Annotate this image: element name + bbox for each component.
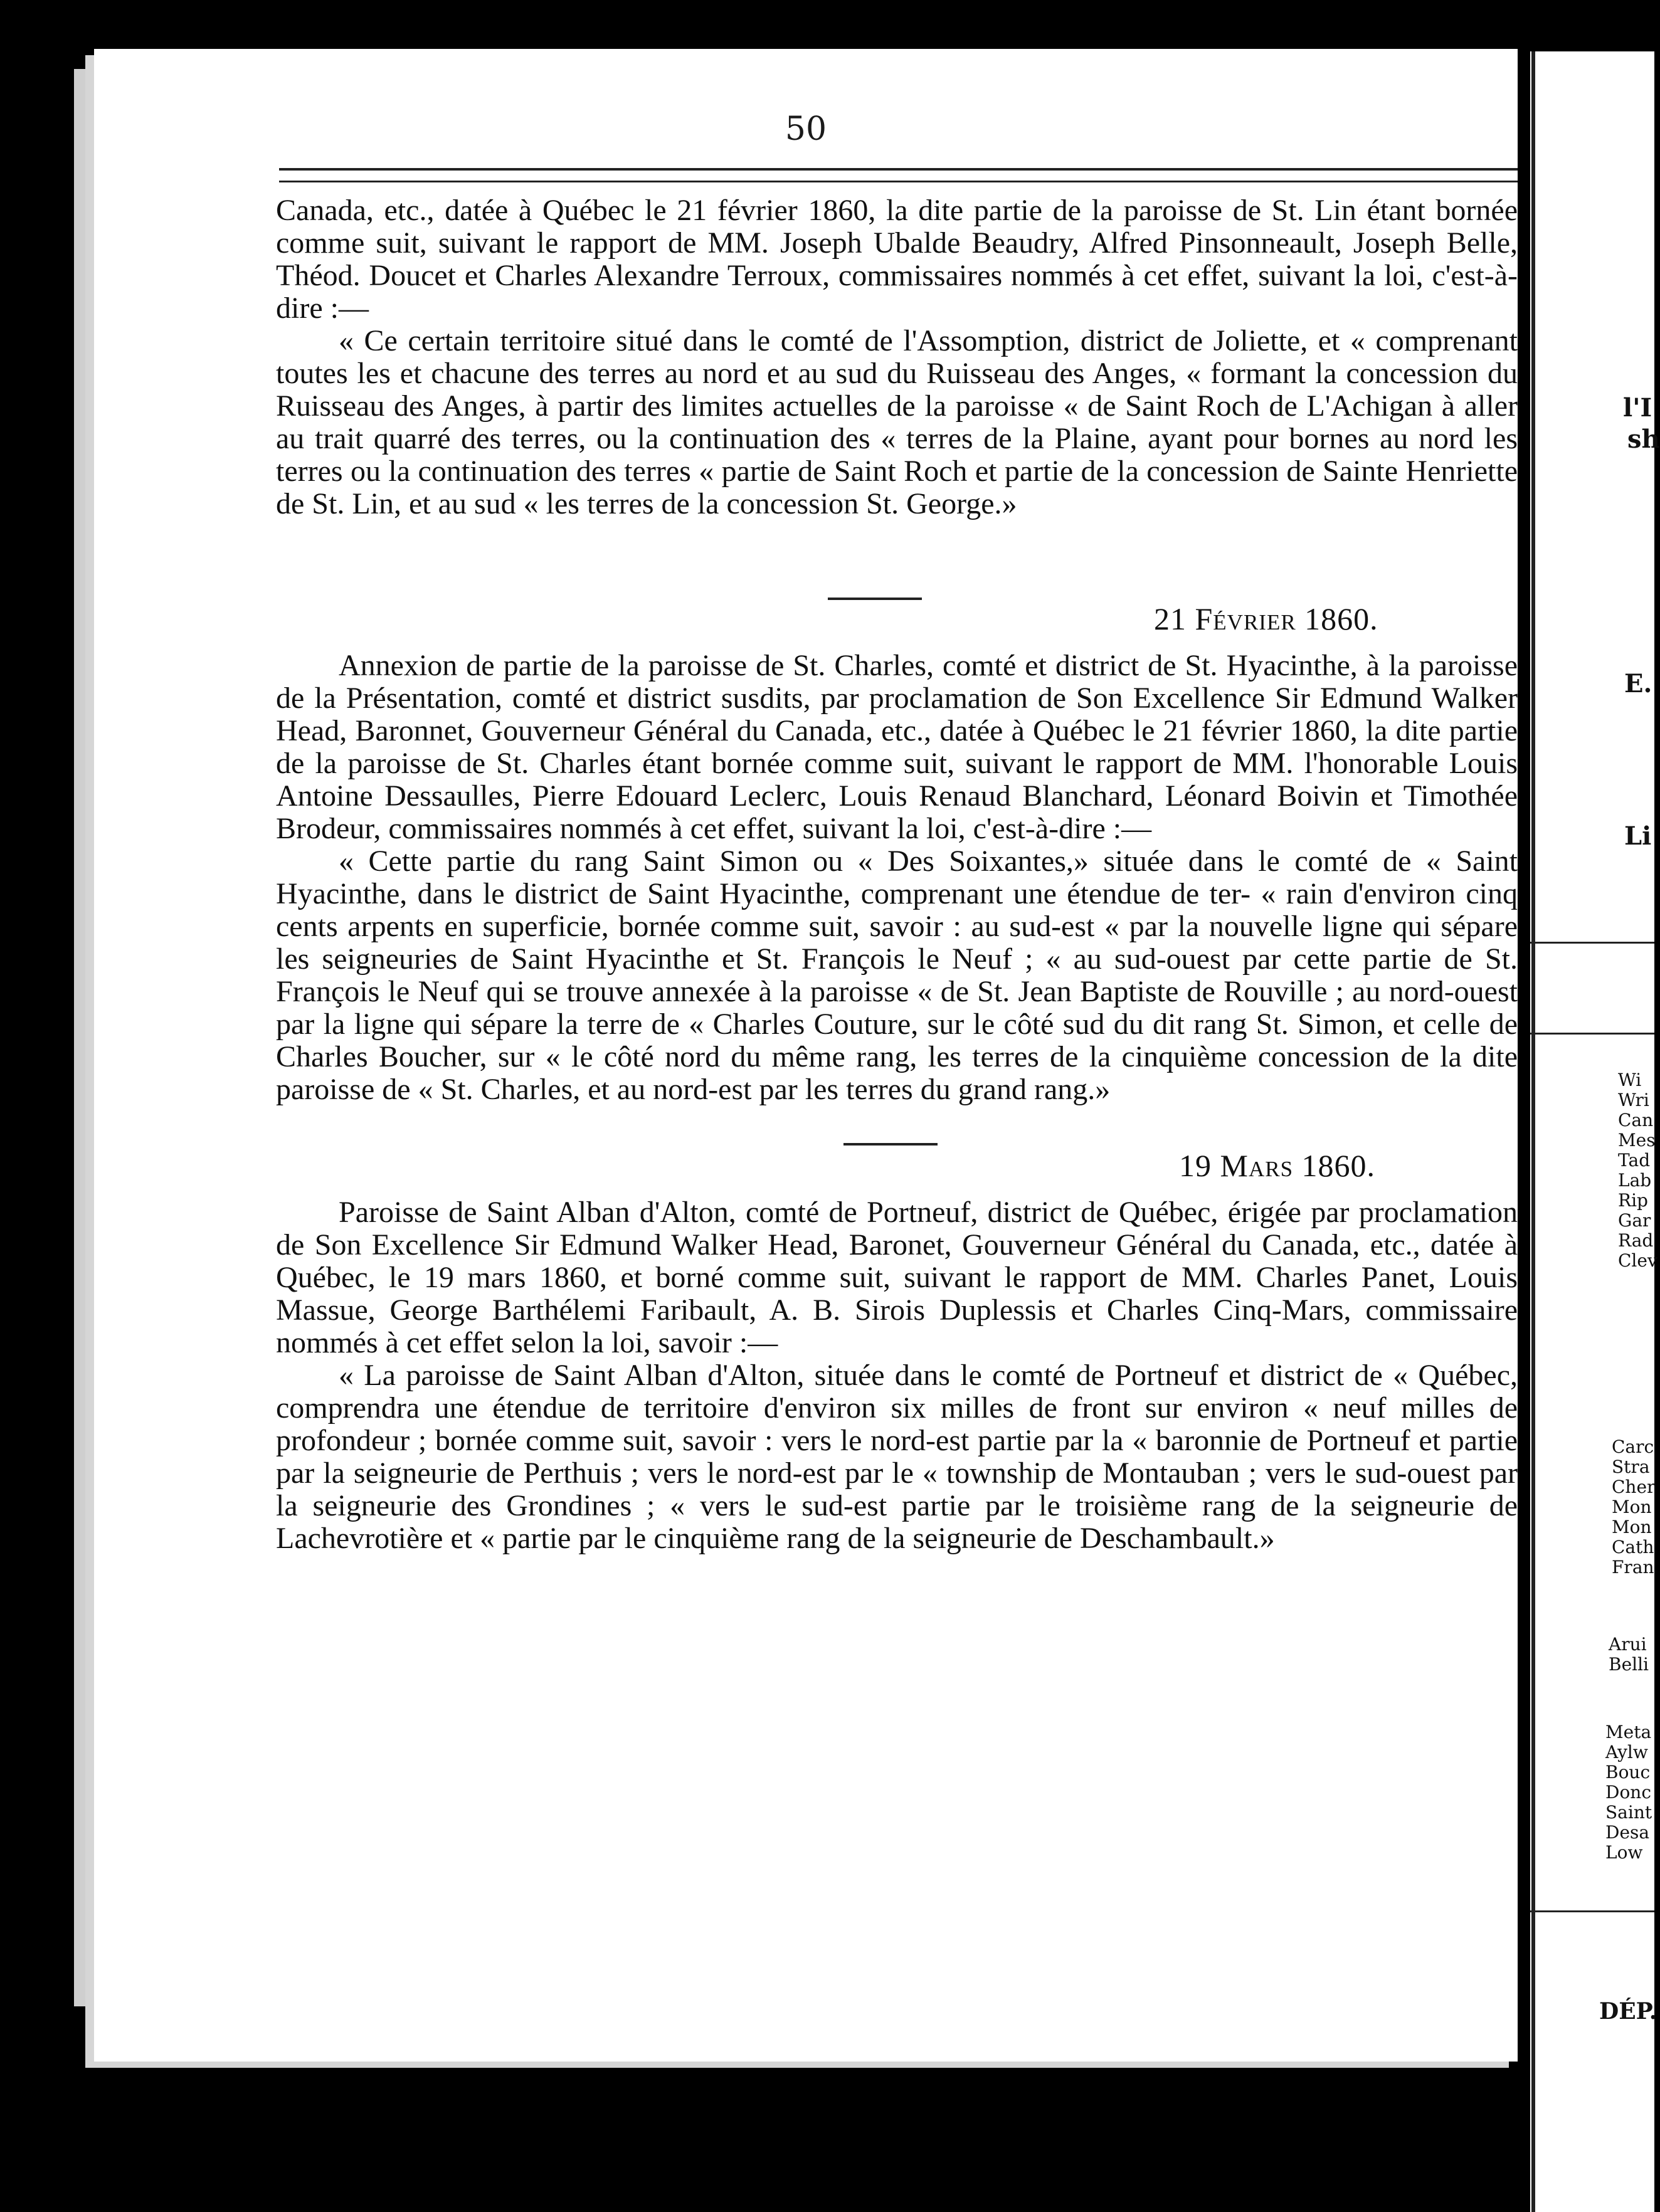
adjacent-fragment: Clev — [1618, 1250, 1657, 1271]
adjacent-fragment: Stra — [1612, 1456, 1650, 1477]
adjacent-list-4 — [1605, 1722, 1652, 1863]
adjacent-fragment: Mon — [1612, 1517, 1652, 1537]
adjacent-rule — [1530, 942, 1654, 944]
adjacent-fragment: sh — [1627, 424, 1660, 454]
section-1-quote: « Ce certain territoire situé dans le comté de l'Assomption, district de Joliette, et « comprenant toutes les et chacune des terres au nord et au sud du Ruisseau des Anges, « formant la concession du Ruisseau des Anges, à partir des limites actuelles de la paroisse « de Saint Roch de L'Achigan à aller au trait quarré des terres, ou la continuation des « terres de la Plaine, ayant pour bornes au nord les terres ou la continuation des terres « partie de Saint Roch et partie de la concession de Sainte Henriette de St. Lin, et au sud « les terres de la concession St. George.» — [276, 324, 1518, 520]
page-number: 50 — [785, 110, 827, 148]
adjacent-fragment: Gar — [1618, 1210, 1651, 1231]
section-divider-1 — [828, 598, 922, 600]
adjacent-fragment: Saint — [1605, 1802, 1652, 1823]
adjacent-fragment: Desa — [1605, 1822, 1650, 1843]
adjacent-list-2 — [1612, 1437, 1655, 1577]
adjacent-fragment: Aylw — [1605, 1742, 1648, 1762]
section-3-quote: « La paroisse de Saint Alban d'Alton, située dans le comté de Portneuf et district de « Québec, comprendra une étendue de territoire d'environ six milles de front sur environ « neuf milles de profondeur ; bornée comme suit, savoir : vers le nord-est partie par la « baronnie de Portneuf et partie par la seigneurie de Perthuis ; vers le nord-est par le « township de Montauban ; vers le sud-ouest par la seigneurie des Grondines ; « vers le sud-est partie par le troisième rang de la seigneurie de Lachevrotière et « partie par le cinquième rang de la seigneurie de Deschambault.» — [276, 1359, 1518, 1555]
section-1 — [276, 194, 1518, 520]
adjacent-fragment: Lab — [1618, 1170, 1652, 1191]
adjacent-fragment: Mes — [1618, 1130, 1656, 1151]
adjacent-page-edge — [1531, 51, 1535, 2212]
adjacent-fragment: l'I — [1623, 393, 1652, 423]
document-page — [94, 49, 1518, 2062]
section-2-quote: « Cette partie du rang Saint Simon ou « Des Soixantes,» située dans le comté de « Saint Hyacinthe, dans le district de Saint Hyacinthe, comprenant une étendue de ter- « rain d'environ cinq cents arpents en superficie, bornée comme suit, savoir : au sud-est « par la nouvelle ligne qui sépare les seigneuries de Saint Hyacinthe et St. François le Neuf ; « au sud-ouest par cette partie de St. François le Neuf qui se trouve annexée à la paroisse « de St. Jean Baptiste de Rouville ; au nord-ouest par la ligne qui sépare la terre de « Charles Couture, sur le côté sud du dit rang St. Simon, et celle de Charles Boucher, sur « le côté nord du même rang, les terres de la cinquième concession de la dite paroisse de « St. Charles, et au nord-est par les terres du grand rang.» — [276, 845, 1518, 1106]
section-2-body: Annexion de partie de la paroisse de St. Charles, comté et district de St. Hyacinthe, à la paroisse de la Présentation, comté et district susdits, par proclamation de Son Excellence Sir Edmund Walker Head, Baronnet, Gouverneur Général du Canada, etc., datée à Québec le 21 février 1860, la dite partie de la paroisse de St. Charles étant bornée comme suit, suivant le rapport de MM. l'honorable Louis Antoine Dessaulles, Pierre Edouard Leclerc, Louis Renaud Blanchard, Léonard Boivin et Timothée Brodeur, commissaires nommés à cet effet, suivant la loi, c'est-à-dire :— — [276, 649, 1518, 845]
section-2-date: 21 Février 1860. — [1154, 601, 1378, 636]
adjacent-fragment: Li — [1624, 821, 1652, 851]
adjacent-fragment: Bouc — [1605, 1762, 1651, 1783]
adjacent-fragment: Rip — [1618, 1190, 1648, 1211]
section-3-body: Paroisse de Saint Alban d'Alton, comté de Portneuf, district de Québec, érigée par proclamation de Son Excellence Sir Edmund Walker Head, Baronet, Gouverneur Général du Canada, etc., datée à Québec, le 19 mars 1860, et borné comme suit, suivant le rapport de MM. Charles Panet, Louis Massue, George Barthélemi Faribault, A. B. Sirois Duplessis et Charles Cinq-Mars, commissaire nommés à cet effet selon la loi, savoir :— — [276, 1196, 1518, 1359]
adjacent-fragment: Belli — [1609, 1654, 1649, 1675]
adjacent-fragment: Can — [1618, 1110, 1654, 1130]
adjacent-page-strip — [1530, 51, 1660, 2212]
header-double-rule — [279, 168, 1518, 182]
adjacent-fragment: Meta — [1605, 1722, 1652, 1742]
adjacent-fragment: Carc — [1612, 1436, 1654, 1457]
section-3 — [276, 1196, 1518, 1555]
adjacent-fragment: Mon — [1612, 1497, 1652, 1517]
section-1-continuation: Canada, etc., datée à Québec le 21 février 1860, la dite partie de la paroisse de St. Lin étant bornée comme suit, suivant le rapport de MM. Joseph Ubalde Beaudry, Alfred Pinsonneault, Joseph Belle, Théod. Doucet et Charles Alexandre Terroux, commissaires nommés à cet effet, suivant la loi, c'est-à-dire :— — [276, 194, 1518, 325]
adjacent-list-3 — [1609, 1635, 1649, 1675]
adjacent-list-1 — [1618, 1070, 1657, 1271]
adjacent-fragment: Wri — [1618, 1090, 1649, 1110]
adjacent-fragment: DÉP. — [1599, 1998, 1657, 2025]
adjacent-fragment: Donc — [1605, 1782, 1652, 1803]
adjacent-fragment: Arui — [1609, 1634, 1647, 1655]
adjacent-fragment: Low — [1605, 1842, 1643, 1863]
section-2 — [276, 650, 1518, 1106]
adjacent-fragment: E. — [1624, 669, 1652, 698]
section-divider-2 — [843, 1143, 938, 1146]
adjacent-rule — [1530, 1033, 1654, 1035]
adjacent-fragment: Cath — [1612, 1537, 1654, 1557]
adjacent-fragment: Wi — [1618, 1070, 1642, 1090]
adjacent-fragment: Tad — [1618, 1150, 1651, 1171]
section-3-date: 19 Mars 1860. — [1179, 1148, 1376, 1183]
adjacent-fragment: Fran — [1612, 1557, 1654, 1577]
adjacent-rule — [1530, 1910, 1654, 1912]
adjacent-fragment: Cher — [1612, 1477, 1656, 1497]
adjacent-fragment: Rad — [1618, 1230, 1654, 1251]
